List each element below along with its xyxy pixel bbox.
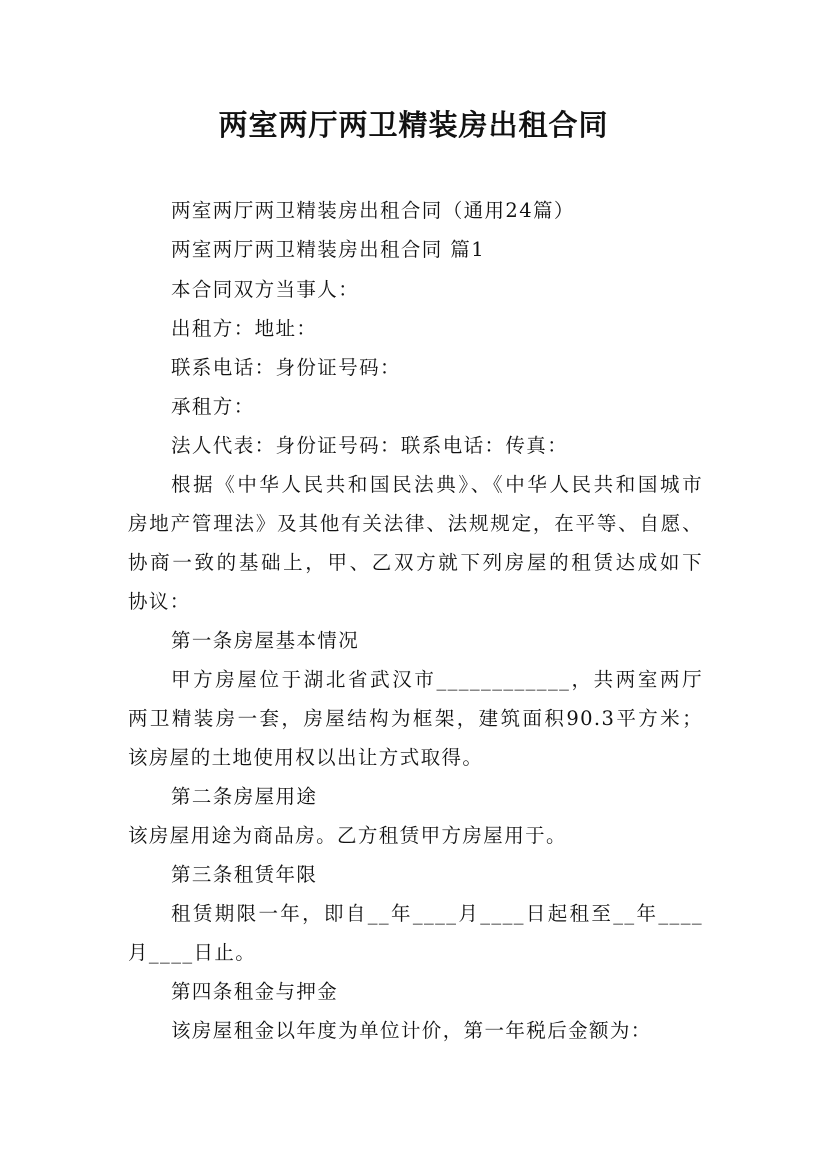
section-heading: 第一条房屋基本情况	[171, 629, 360, 652]
doc-line: 该房屋租金以年度为单位计价，第一年税后金额为：	[171, 1019, 652, 1042]
doc-line: 承租方：	[171, 395, 255, 418]
doc-line: 两室两厅两卫精装房出租合同 篇1	[171, 238, 486, 261]
section-heading: 第三条租赁年限	[171, 863, 318, 886]
doc-line: 法人代表：身份证号码：联系电话：传真：	[171, 434, 569, 457]
doc-line: 甲方房屋位于湖北省武汉市____________，共两室两厅	[171, 668, 703, 691]
doc-line: 本合同双方当事人：	[171, 278, 360, 301]
doc-line: 该房屋用途为商品房。乙方租赁甲方房屋用于。	[128, 824, 567, 847]
section-heading: 第二条房屋用途	[171, 785, 318, 808]
doc-line: 协商一致的基础上，甲、乙双方就下列房屋的租赁达成如下	[128, 551, 703, 574]
doc-line: 房地产管理法》及其他有关法律、法规规定，在平等、自愿、	[128, 512, 703, 535]
doc-line: 协议：	[128, 590, 191, 613]
doc-line: 根据《中华人民共和国民法典》、《中华人民共和国城市	[171, 473, 703, 496]
doc-line: 出租方：地址：	[171, 317, 318, 340]
doc-line: 该房屋的土地使用权以出让方式取得。	[128, 746, 484, 769]
doc-line: 联系电话：身份证号码：	[171, 356, 401, 379]
doc-line: 月____日止。	[128, 941, 257, 964]
section-heading: 第四条租金与押金	[171, 980, 339, 1003]
document-title: 两室两厅两卫精装房出租合同	[218, 108, 609, 142]
doc-line: 租赁期限一年，即自__年____月____日起租至__年____	[171, 902, 703, 925]
doc-line: 两卫精装房一套，房屋结构为框架，建筑面积90.3平方米；	[128, 707, 703, 730]
doc-line: 两室两厅两卫精装房出租合同（通用24篇）	[171, 199, 575, 222]
